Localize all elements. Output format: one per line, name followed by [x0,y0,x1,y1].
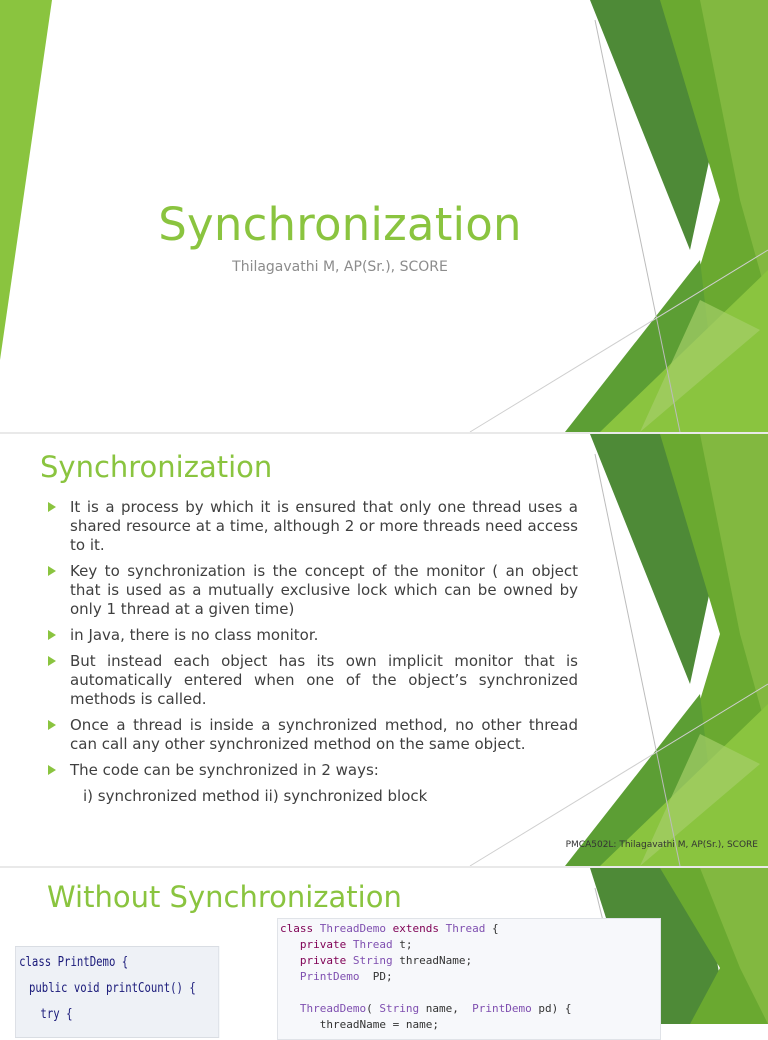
content-slide [0,434,768,866]
slide-title: Synchronization [158,198,522,251]
bullet-text: in Java, there is no class monitor. [70,626,319,644]
bullet-text: It is a process by which it is ensured that only one thread uses a shared resource at a time, although 2 or more threads need access to it. [70,498,578,554]
code-slide [0,868,768,1031]
bullet-arrow-icon [48,720,56,730]
code-line: try { [40,1007,73,1022]
code-line: ThreadDemo( String name, PrintDemo pd) { [299,1002,572,1015]
slide-title: Without Synchronization [47,880,402,914]
code-line: class PrintDemo { [19,955,129,970]
title-slide [0,0,768,432]
bullet-item [48,562,578,619]
bullet-item [48,652,578,709]
bullet-arrow-icon [48,656,56,666]
code-line: threadName = name; [280,1018,439,1031]
bullet-text: Key to synchronization is the concept of the monitor ( an object that is used as a mutually exclusive lock which can be owned by only 1 thread at a given time) [70,562,578,618]
bullet-arrow-icon [48,502,56,512]
code-line: public void printCount() { [28,981,196,996]
code-line [278,985,660,1001]
bullet-arrow-icon [48,566,56,576]
code-image-right [277,918,661,1040]
bullet-list [48,498,578,813]
code-line: class ThreadDemo extends Thread { [280,922,499,935]
bullet-item [48,626,578,645]
bullet-item [48,716,578,754]
code-image-left [15,946,219,1038]
bullet-arrow-icon [48,630,56,640]
slide-title: Synchronization [40,450,273,484]
code-line: private String threadName; [299,954,473,967]
sync-ways-line: i) synchronized method ii) synchronized block [83,787,428,805]
bullet-text: Once a thread is inside a synchronized method, no other thread can call any other synchronized method on the same object. [70,716,578,753]
left-accent-shape [0,0,52,360]
bullet-text: The code can be synchronized in 2 ways: [70,761,379,779]
bullet-item [48,498,578,555]
code-line: private Thread t; [299,938,413,951]
slide-footer: PMCA502L: Thilagavathi M, AP(Sr.), SCORE [565,840,758,850]
slide-subtitle: Thilagavathi M, AP(Sr.), SCORE [232,259,448,275]
bullet-arrow-icon [48,765,56,775]
bullet-text: But instead each object has its own implicit monitor that is automatically entered when one of the object’s synchronized methods is called. [70,652,578,708]
bullet-item [48,761,578,806]
code-line: PrintDemo PD; [299,970,393,983]
